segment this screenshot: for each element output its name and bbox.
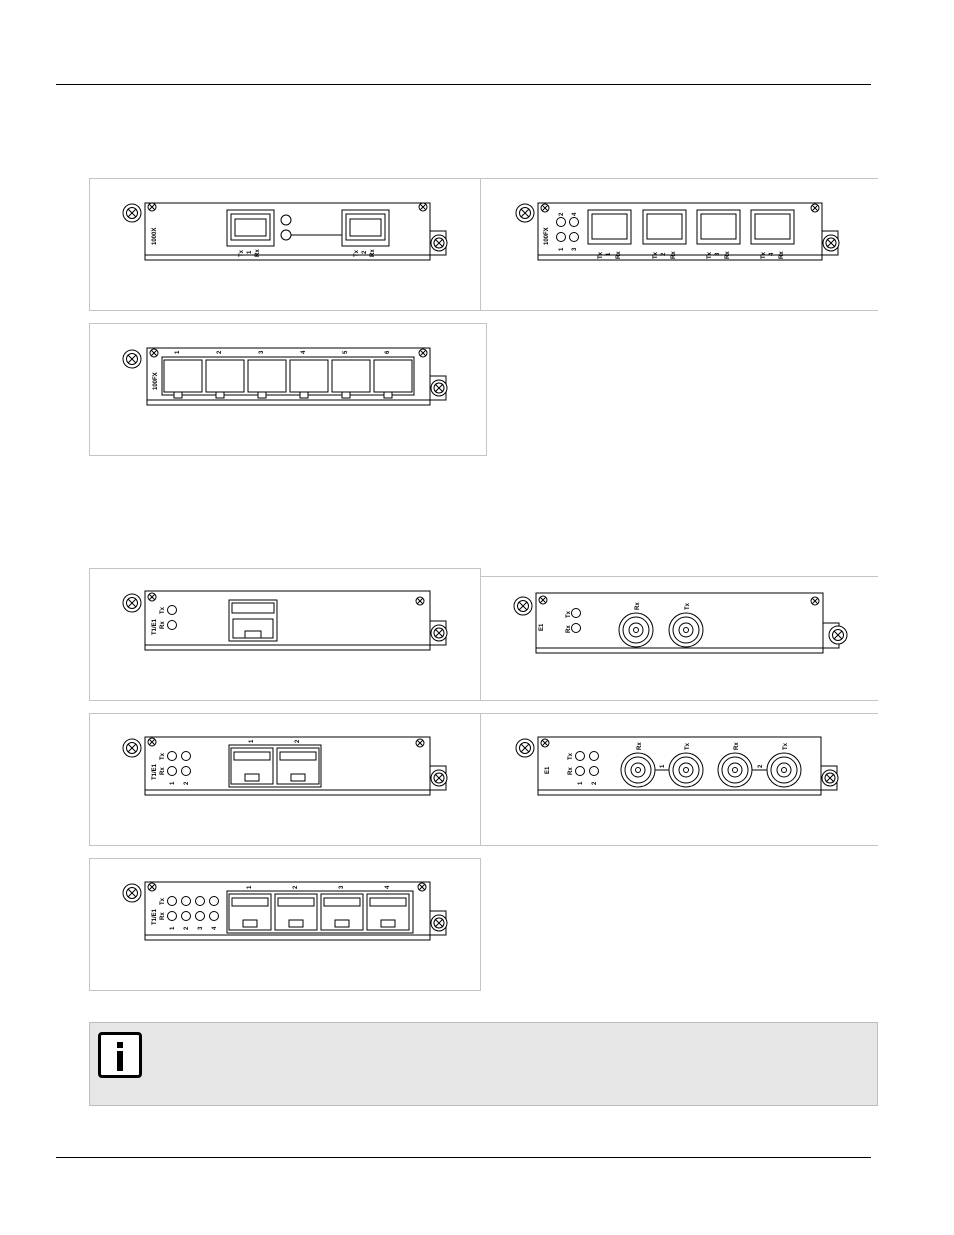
bnc-label: Rx	[637, 742, 643, 750]
port-number: 6	[385, 350, 391, 354]
figure-100fx-6port-module	[89, 323, 487, 456]
led-tx-label: Tx	[568, 752, 574, 760]
model-label: T1/E1	[152, 763, 158, 780]
figure-100fx-4port-module	[480, 178, 878, 311]
model-label: E1	[539, 623, 545, 631]
port-label: Tx	[653, 251, 659, 259]
led-rx-label: Rx	[160, 621, 166, 629]
led-number: 1	[578, 781, 584, 785]
port-label: Rx	[725, 251, 731, 259]
model-label: E1	[545, 766, 551, 774]
port-number: 5	[343, 350, 349, 354]
note-box	[89, 1022, 878, 1106]
header-rule	[56, 84, 871, 85]
bnc-group-number: 2	[758, 764, 764, 768]
port-number: 2	[217, 350, 223, 354]
port-label: Tx	[761, 251, 767, 259]
port2-rx-label: Rx	[370, 249, 376, 257]
model-label: 100FX	[153, 372, 159, 390]
port1-num-label: 1	[247, 250, 253, 254]
led-rx-label: Rx	[568, 767, 574, 775]
info-icon	[98, 1032, 142, 1078]
model-label: 1000X	[152, 227, 158, 245]
led-number: 1	[170, 926, 176, 930]
figure-e1-1port-module	[480, 576, 878, 701]
port1-rx-label: Rx	[255, 249, 261, 257]
model-label: T1/E1	[152, 618, 158, 635]
port1-tx-label: Tx	[239, 249, 245, 257]
bnc-rx-label: Rx	[635, 602, 641, 610]
port-number: 1	[247, 885, 253, 889]
port-number: 3	[259, 350, 265, 354]
port-label: 1	[606, 252, 612, 256]
footer-rule	[56, 1157, 871, 1158]
led-rx-label: Rx	[566, 625, 572, 633]
led-tx-label: Tx	[160, 752, 166, 760]
figure-e1-2port-module	[480, 713, 878, 846]
led-number: 3	[198, 926, 204, 930]
port-number: 4	[301, 350, 307, 354]
port-number: 2	[293, 885, 299, 889]
led-rx-label: Rx	[160, 912, 166, 920]
port-label: Rx	[671, 251, 677, 259]
led-number: 2	[184, 781, 190, 785]
led-number: 1	[170, 781, 176, 785]
led-number: 1	[559, 247, 565, 251]
led-number: 2	[184, 926, 190, 930]
led-rx-label: Rx	[160, 767, 166, 775]
port2-tx-label: Tx	[354, 249, 360, 257]
port-label: Rx	[616, 251, 622, 259]
led-number: 2	[592, 781, 598, 785]
model-label: T1/E1	[152, 908, 158, 925]
led-number: 4	[212, 926, 218, 930]
led-number: 2	[559, 212, 565, 216]
port-label: Tx	[598, 251, 604, 259]
led-number: 4	[572, 212, 578, 216]
port-label: Rx	[779, 251, 785, 259]
figure-t1e1-4port-module	[89, 858, 481, 991]
led-tx-label: Tx	[566, 610, 572, 618]
port-number: 1	[249, 739, 255, 743]
port-number: 2	[295, 739, 301, 743]
port-label: Tx	[707, 251, 713, 259]
led-number: 3	[572, 247, 578, 251]
model-label: 100FX	[544, 227, 550, 245]
port-number: 3	[339, 885, 345, 889]
port2-num-label: 2	[362, 250, 368, 254]
port-label: 2	[661, 252, 667, 256]
led-tx-label: Tx	[160, 606, 166, 614]
bnc-label: Rx	[734, 742, 740, 750]
bnc-tx-label: Tx	[685, 602, 691, 610]
bnc-group-number: 1	[660, 764, 666, 768]
bnc-label: Tx	[783, 742, 789, 750]
bnc-label: Tx	[685, 742, 691, 750]
figure-t1e1-1port-module	[89, 568, 481, 701]
port-number: 1	[175, 350, 181, 354]
port-label: 3	[715, 252, 721, 256]
port-number: 4	[385, 885, 391, 889]
port-label: 4	[769, 252, 775, 256]
figure-t1e1-2port-module	[89, 713, 481, 846]
led-tx-label: Tx	[160, 897, 166, 905]
figure-1000x-module	[89, 178, 481, 311]
